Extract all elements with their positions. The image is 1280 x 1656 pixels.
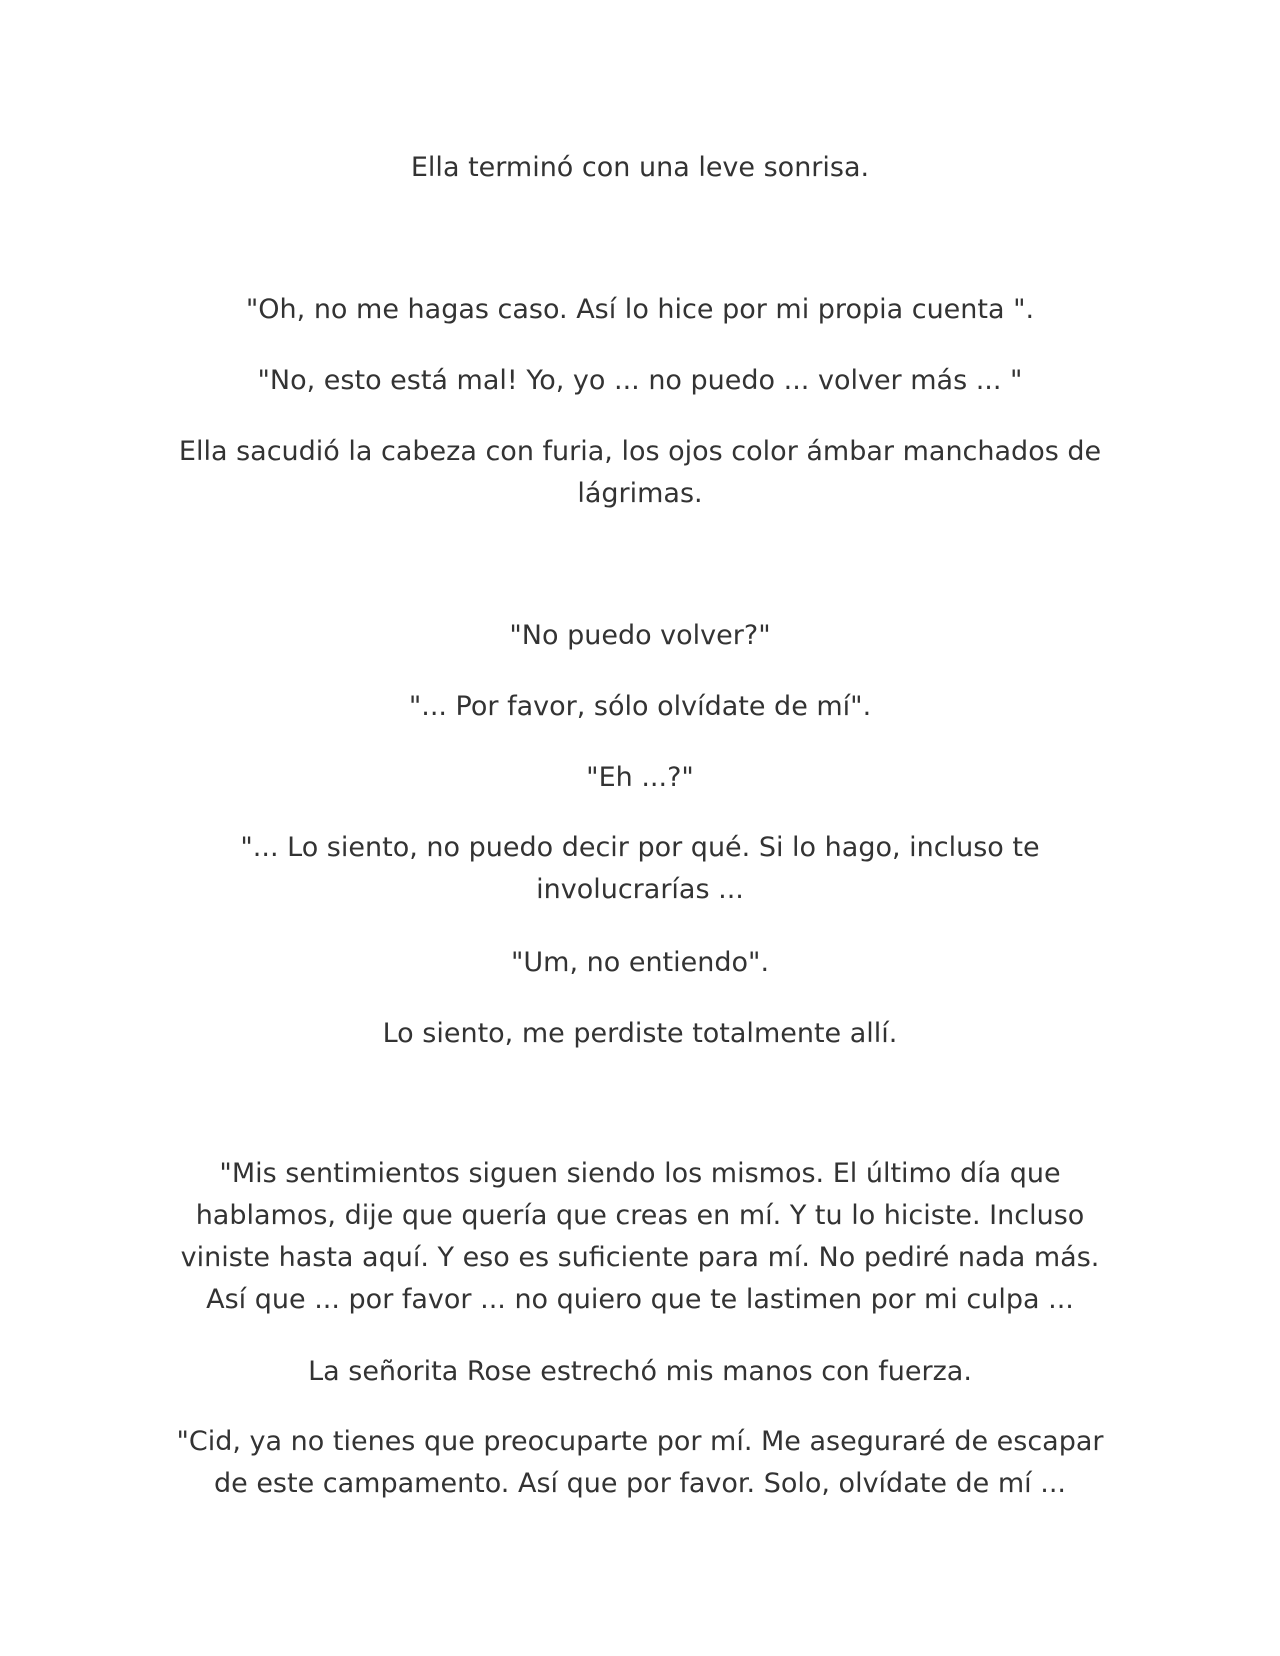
paragraph-10: Lo siento, me perdiste totalmente allí. — [382, 1018, 898, 1049]
paragraph-8: "... Lo siento, no puedo decir por qué. Si lo hago, incluso te involucrarías ... — [240, 832, 1040, 905]
paragraph-5: "No puedo volver?" — [509, 620, 771, 651]
paragraph-3: "No, esto está mal! Yo, yo ... no puedo ... volver más ... " — [257, 365, 1023, 396]
paragraph-11: "Mis sentimientos siguen siendo los mismos. El último día que hablamos, dije que quería que creas en mí. Y tu lo hiciste. Incluso viniste hasta aquí. Y eso es suficiente para mí. No pediré nada más. Así que ... por favor ... no quiero que te lastimen por mi culpa ... — [180, 1158, 1100, 1315]
paragraph-12: La señorita Rose estrechó mis manos con fuerza. — [308, 1356, 972, 1387]
paragraph-6: "... Por favor, sólo olvídate de mí". — [408, 691, 872, 722]
paragraph-2: "Oh, no me hagas caso. Así lo hice por mi propia cuenta ". — [245, 294, 1035, 325]
paragraph-1: Ella terminó con una leve sonrisa. — [410, 152, 870, 183]
paragraph-13: "Cid, ya no tienes que preocuparte por mí. Me aseguraré de escapar de este campamento. Así que por favor. Solo, olvídate de mí ... — [176, 1426, 1104, 1499]
paragraph-9: "Um, no entiendo". — [510, 947, 770, 978]
paragraph-7: "Eh ...?" — [586, 762, 694, 793]
paragraph-4: Ella sacudió la cabeza con furia, los ojos color ámbar manchados de lágrimas. — [178, 436, 1102, 509]
